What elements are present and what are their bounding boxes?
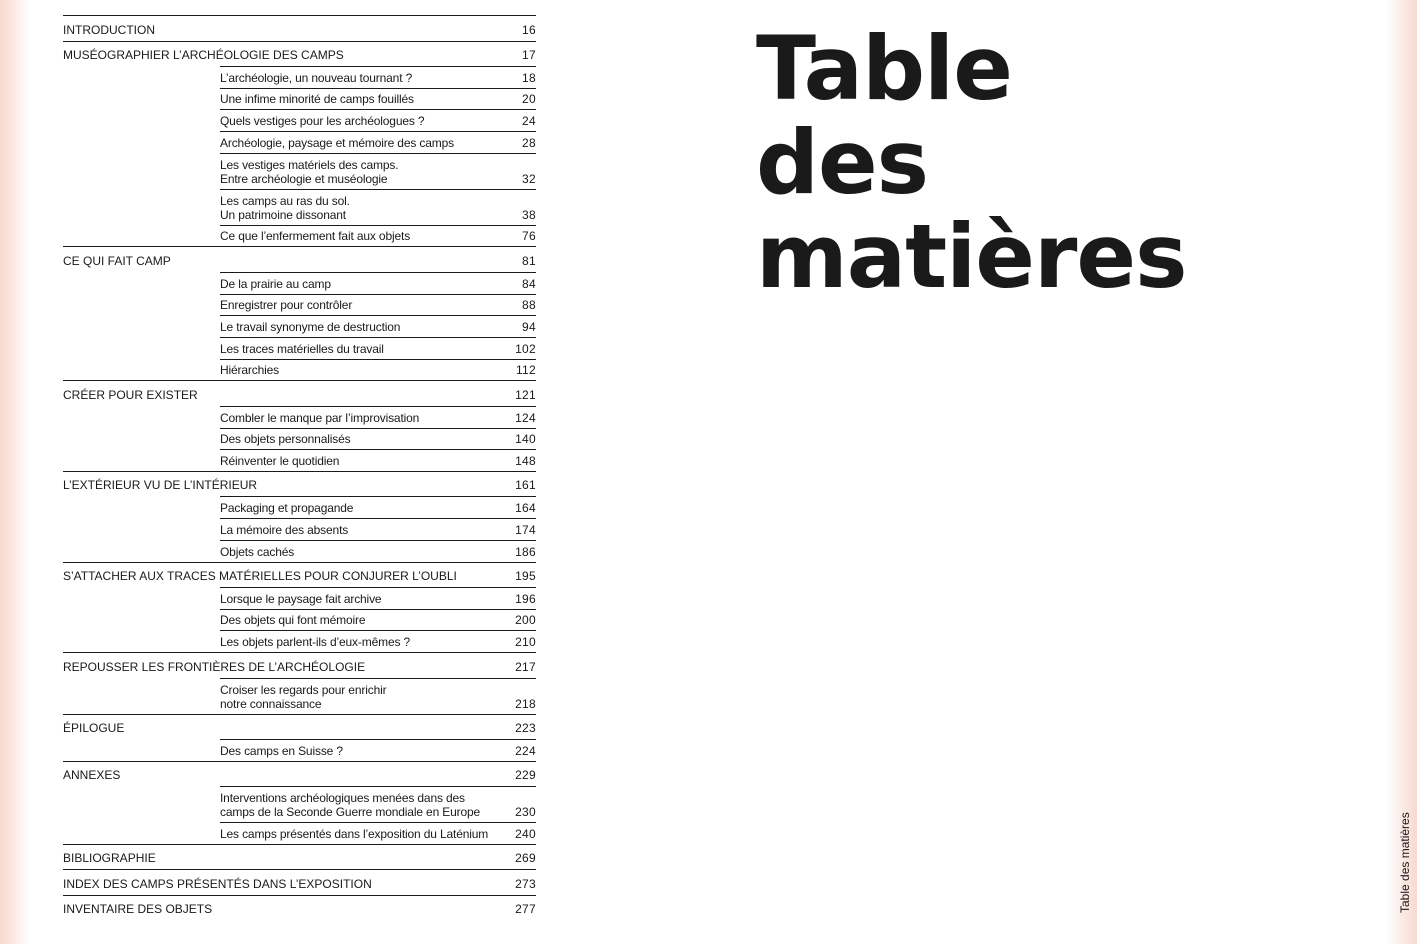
toc-section-row xyxy=(63,246,536,272)
toc-entry-label: De la prairie au camp xyxy=(220,276,331,291)
toc-subsection-row xyxy=(220,189,536,225)
toc-page-number: 269 xyxy=(515,851,536,866)
toc-subsection-row xyxy=(220,337,536,359)
toc-subsection-row xyxy=(220,225,536,247)
toc-subsection-row xyxy=(220,609,536,631)
title-line-3: matières xyxy=(756,205,1187,308)
toc-entry-label: MUSÉOGRAPHIER L’ARCHÉOLOGIE DES CAMPS xyxy=(63,48,344,62)
toc-entry-label: Archéologie, paysage et mémoire des camps xyxy=(220,135,454,150)
toc-entry-label: S’ATTACHER AUX TRACES MATÉRIELLES POUR CONJURER L’OUBLI xyxy=(63,569,457,583)
toc-page-number: 28 xyxy=(522,135,536,150)
toc-page-number: 210 xyxy=(515,635,536,650)
toc-page-number: 76 xyxy=(522,229,536,244)
toc-section-row xyxy=(63,895,536,921)
toc-page-number: 102 xyxy=(515,341,536,356)
toc-entry-label: Les traces matérielles du travail xyxy=(220,341,384,356)
toc-entry-label: CRÉER POUR EXISTER xyxy=(63,387,198,402)
toc-entry-label: Combler le manque par l’improvisation xyxy=(220,410,420,425)
toc-section-row xyxy=(63,869,536,895)
toc-subsection-row xyxy=(220,406,536,428)
toc-page-number: 112 xyxy=(515,363,536,378)
toc-page-number: 148 xyxy=(515,453,536,468)
toc-subsection-row xyxy=(220,294,536,316)
toc-page-number: 240 xyxy=(515,826,536,841)
toc-section-row xyxy=(63,380,536,406)
toc-page-number: 217 xyxy=(515,659,536,674)
toc-entry-label: L’EXTÉRIEUR VU DE L’INTÉRIEUR xyxy=(63,478,258,493)
toc-entry-label: ÉPILOGUE xyxy=(63,721,125,736)
toc-entry-label: Quels vestiges pour les archéologues ? xyxy=(220,114,425,129)
toc-subsection-row xyxy=(220,359,536,381)
toc-page-number: 196 xyxy=(515,591,536,606)
toc-subsection-row xyxy=(220,496,536,518)
toc-section-row xyxy=(63,15,536,41)
toc-section-row xyxy=(63,562,536,588)
toc-subsection-row xyxy=(220,822,536,844)
toc-subsection-row xyxy=(220,587,536,609)
toc-page-number: 88 xyxy=(522,298,536,313)
toc-entry-label: Les vestiges matériels des camps. Entre archéologie et muséologie xyxy=(220,157,399,186)
toc-entry-label: L’archéologie, un nouveau tournant ? xyxy=(220,70,413,85)
toc-entry-label: Objets cachés xyxy=(220,544,295,559)
toc-page-number: 186 xyxy=(515,544,536,559)
toc-section-row xyxy=(63,761,536,787)
toc-page-number: 174 xyxy=(515,522,536,537)
toc-page-number: 230 xyxy=(515,805,536,820)
toc-subsection-row xyxy=(220,66,536,88)
page-title xyxy=(756,17,1187,308)
toc-page-number: 124 xyxy=(515,410,536,425)
toc-page-number: 17 xyxy=(522,48,536,62)
toc-subsection-row xyxy=(220,88,536,110)
toc-entry-label: Le travail synonyme de destruction xyxy=(220,320,401,334)
toc-page-number: 81 xyxy=(522,253,536,268)
toc-page-number: 20 xyxy=(522,92,536,107)
toc-entry-label: BIBLIOGRAPHIE xyxy=(63,851,156,866)
toc-entry-label: Interventions archéologiques menées dans des camps de la Seconde Guerre mondiale en Europe xyxy=(220,791,481,820)
page-edge-left xyxy=(0,0,30,944)
title-line-2: des xyxy=(756,111,929,214)
toc-page-number: 94 xyxy=(522,320,536,334)
toc-page-number: 164 xyxy=(515,501,536,516)
toc-section-row xyxy=(63,41,536,67)
toc-section-row xyxy=(63,471,536,497)
toc-entry-label: La mémoire des absents xyxy=(220,522,349,537)
toc-page-number: 161 xyxy=(515,478,536,493)
toc-page-number: 38 xyxy=(522,207,536,222)
toc-entry-label: INTRODUCTION xyxy=(63,22,155,37)
toc-entry-label: Enregistrer pour contrôler xyxy=(220,298,353,313)
toc-subsection-row xyxy=(220,449,536,471)
toc-subsection-row xyxy=(220,272,536,294)
toc-entry-label: REPOUSSER LES FRONTIÈRES DE L’ARCHÉOLOGIE xyxy=(63,659,366,674)
toc-entry-label: Les objets parlent-ils d’eux-mêmes ? xyxy=(220,635,411,650)
toc-subsection-row xyxy=(220,428,536,450)
toc-page-number: 84 xyxy=(522,276,536,291)
toc-section-row xyxy=(63,714,536,740)
toc-page-number: 140 xyxy=(515,432,536,447)
toc-page-number: 24 xyxy=(522,114,536,129)
toc-page-number: 273 xyxy=(515,876,536,891)
toc-entry-label: CE QUI FAIT CAMP xyxy=(63,253,171,268)
toc-page-number: 195 xyxy=(515,569,536,583)
toc-subsection-row xyxy=(220,518,536,540)
toc-page-number: 218 xyxy=(515,696,536,711)
toc-page-number: 32 xyxy=(522,171,536,186)
toc-subsection-row xyxy=(220,630,536,652)
toc-entry-label: ANNEXES xyxy=(63,768,121,783)
toc-subsection-row xyxy=(220,315,536,337)
toc-entry-label: Des objets qui font mémoire xyxy=(220,613,366,628)
toc-page-number: 223 xyxy=(515,721,536,736)
toc-entry-label: Lorsque le paysage fait archive xyxy=(220,591,382,606)
toc-entry-label: Des objets personnalisés xyxy=(220,432,351,447)
table-of-contents xyxy=(63,15,536,920)
toc-page-number: 224 xyxy=(515,743,536,758)
toc-subsection-row xyxy=(220,131,536,153)
toc-entry-label: Une infime minorité de camps fouillés xyxy=(220,92,414,107)
toc-entry-label: Croiser les regards pour enrichir notre connaissance xyxy=(220,682,387,711)
toc-entry-label: Les camps présentés dans l’exposition du Laténium xyxy=(220,826,489,841)
toc-subsection-row xyxy=(220,109,536,131)
toc-entry-label: INDEX DES CAMPS PRÉSENTÉS DANS L’EXPOSITION xyxy=(63,876,372,891)
toc-page-number: 229 xyxy=(515,768,536,783)
running-head: Table des matières xyxy=(1398,812,1412,913)
toc-page-number: 277 xyxy=(515,902,536,917)
toc-entry-label: Ce que l’enfermement fait aux objets xyxy=(220,229,411,244)
toc-subsection-row xyxy=(220,786,536,822)
title-line-1: Table xyxy=(756,17,1012,120)
toc-entry-label: INVENTAIRE DES OBJETS xyxy=(63,902,213,917)
toc-entry-label: Packaging et propagande xyxy=(220,501,354,516)
toc-page-number: 200 xyxy=(515,613,536,628)
toc-entry-label: Les camps au ras du sol. Un patrimoine dissonant xyxy=(220,193,350,222)
page-edge-right xyxy=(1387,0,1417,944)
toc-page-number: 121 xyxy=(515,387,536,402)
toc-subsection-row xyxy=(220,678,536,714)
toc-page-number: 18 xyxy=(522,70,536,85)
toc-entry-label: Réinventer le quotidien xyxy=(220,453,340,468)
toc-entry-label: Hiérarchies xyxy=(220,363,280,378)
toc-subsection-row xyxy=(220,540,536,562)
toc-section-row xyxy=(63,652,536,678)
toc-section-row xyxy=(63,844,536,870)
toc-entry-label: Des camps en Suisse ? xyxy=(220,743,343,758)
toc-page-number: 16 xyxy=(522,22,536,37)
toc-subsection-row xyxy=(220,153,536,189)
toc-subsection-row xyxy=(220,739,536,761)
